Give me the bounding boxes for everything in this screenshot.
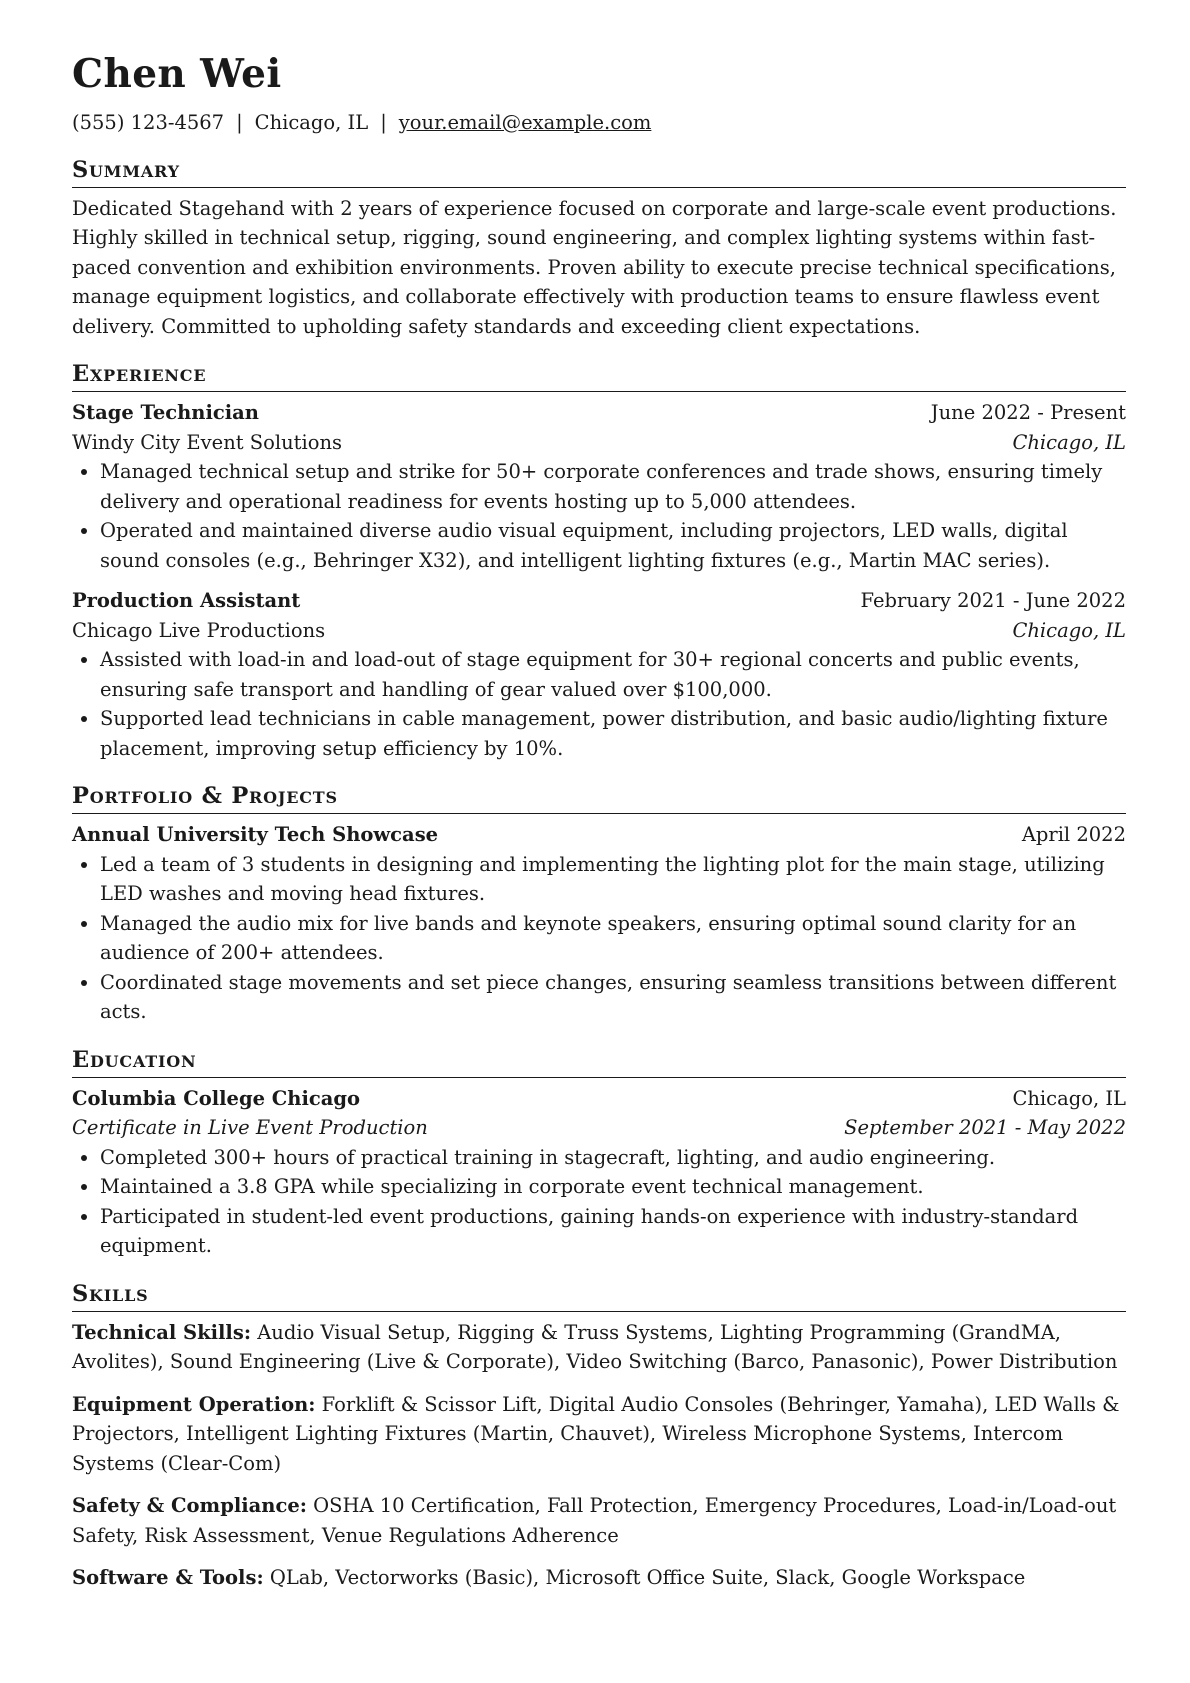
job-dates: February 2021 - June 2022 — [860, 589, 1126, 613]
list-item: • Supported lead technicians in cable management, power distribution, and basic audio/lighting fixture placement, improving setup efficiency by 10%. — [100, 704, 1126, 763]
section-title-projects: Portfolio & Projects — [72, 781, 1126, 814]
separator: | — [380, 110, 387, 134]
skill-label: Software & Tools: — [72, 1566, 264, 1590]
project-name: Annual University Tech Showcase — [72, 823, 439, 847]
section-title-summary: Summary — [72, 155, 1126, 188]
list-item: • Maintained a 3.8 GPA while specializing in corporate event technical management. — [100, 1172, 1126, 1202]
email-link[interactable]: your.email@example.com — [398, 110, 652, 134]
list-item: • Coordinated stage movements and set piece changes, ensuring seamless transitions between different acts. — [100, 968, 1126, 1027]
list-item: • Assisted with load-in and load-out of stage equipment for 30+ regional concerts and public events, ensuring safe transport and handling of gear valued over $100,000. — [100, 645, 1126, 704]
list-item: • Managed technical setup and strike for 50+ corporate conferences and trade shows, ensuring timely delivery and operational readiness for events hosting up to 5,000 attendees. — [100, 457, 1126, 516]
job-bullets — [72, 645, 1126, 763]
skill-text: Forklift & Scissor Lift, Digital Audio Consoles (Behringer, Yamaha), LED Walls & Projectors, Intelligent Lighting Fixtures (Martin, Chauvet), Wireless Microphone Systems, Intercom Systems (Clear-Com) — [72, 1392, 1120, 1475]
degree: Certificate in Live Event Production — [72, 1116, 428, 1140]
job-location: Chicago, IL — [1012, 618, 1126, 642]
school-location: Chicago, IL — [1012, 1086, 1126, 1110]
section-title-skills: Skills — [72, 1279, 1126, 1312]
contact-line — [72, 109, 1126, 137]
job-location: Chicago, IL — [1012, 430, 1126, 454]
job-bullets — [72, 457, 1126, 575]
skill-label: Safety & Compliance: — [72, 1494, 307, 1518]
job-dates: June 2022 - Present — [930, 401, 1126, 425]
section-title-education: Education — [72, 1045, 1126, 1078]
school-name: Columbia College Chicago — [72, 1086, 361, 1110]
job-company: Chicago Live Productions — [72, 618, 326, 642]
education-bullets — [72, 1143, 1126, 1261]
skill-group — [72, 1390, 1126, 1479]
separator: | — [236, 110, 243, 134]
experience-entry — [72, 398, 1126, 575]
resume-page — [72, 52, 1126, 1606]
list-item: • Managed the audio mix for live bands and keynote speakers, ensuring optimal sound clarity for an audience of 200+ attendees. — [100, 909, 1126, 968]
summary-text: Dedicated Stagehand with 2 years of experience focused on corporate and large-scale event productions. Highly skilled in technical setup, rigging, sound engineering, and complex lighting systems within fast-paced convention and exhibition environments. Proven ability to execute precise technical specifications, manage equipment logistics, and collaborate effectively with production teams to ensure flawless event delivery. Committed to upholding safety standards and exceeding client expectations. — [72, 196, 1117, 338]
list-item: • Participated in student-led event productions, gaining hands-on experience with industry-standard equipment. — [100, 1202, 1126, 1261]
location: Chicago, IL — [254, 110, 369, 134]
skill-group — [72, 1563, 1126, 1593]
skill-label: Equipment Operation: — [72, 1392, 316, 1416]
job-company: Windy City Event Solutions — [72, 430, 343, 454]
education-dates: September 2021 - May 2022 — [844, 1116, 1126, 1140]
list-item: • Completed 300+ hours of practical training in stagecraft, lighting, and audio engineering. — [100, 1143, 1126, 1173]
skill-label: Technical Skills: — [72, 1320, 252, 1344]
skill-group — [72, 1491, 1126, 1550]
candidate-name: Chen Wei — [72, 51, 282, 97]
skill-group — [72, 1318, 1126, 1377]
skill-text: OSHA 10 Certification, Fall Protection, Emergency Procedures, Load-in/Load-out Safety, Risk Assessment, Venue Regulations Adherence — [72, 1494, 1117, 1547]
education-entry — [72, 1084, 1126, 1261]
experience-entry — [72, 586, 1126, 763]
list-item: • Led a team of 3 students in designing and implementing the lighting plot for the main stage, utilizing LED washes and moving head fixtures. — [100, 850, 1126, 909]
skill-text: Audio Visual Setup, Rigging & Truss Systems, Lighting Programming (GrandMA, Avolites), Sound Engineering (Live & Corporate), Video Switching (Barco, Panasonic), Power Distribution — [72, 1320, 1118, 1374]
skill-text: QLab, Vectorworks (Basic), Microsoft Office Suite, Slack, Google Workspace — [269, 1566, 1026, 1590]
phone-number: (555) 123-4567 — [72, 110, 225, 134]
job-role: Production Assistant — [72, 589, 301, 613]
job-role: Stage Technician — [72, 401, 259, 425]
project-entry — [72, 820, 1126, 1027]
list-item: • Operated and maintained diverse audio visual equipment, including projectors, LED walls, digital sound consoles (e.g., Behringer X32), and intelligent lighting fixtures (e.g., Martin MAC series). — [100, 516, 1126, 575]
section-title-experience: Experience — [72, 359, 1126, 392]
project-bullets — [72, 850, 1126, 1027]
project-date: April 2022 — [1021, 823, 1126, 847]
